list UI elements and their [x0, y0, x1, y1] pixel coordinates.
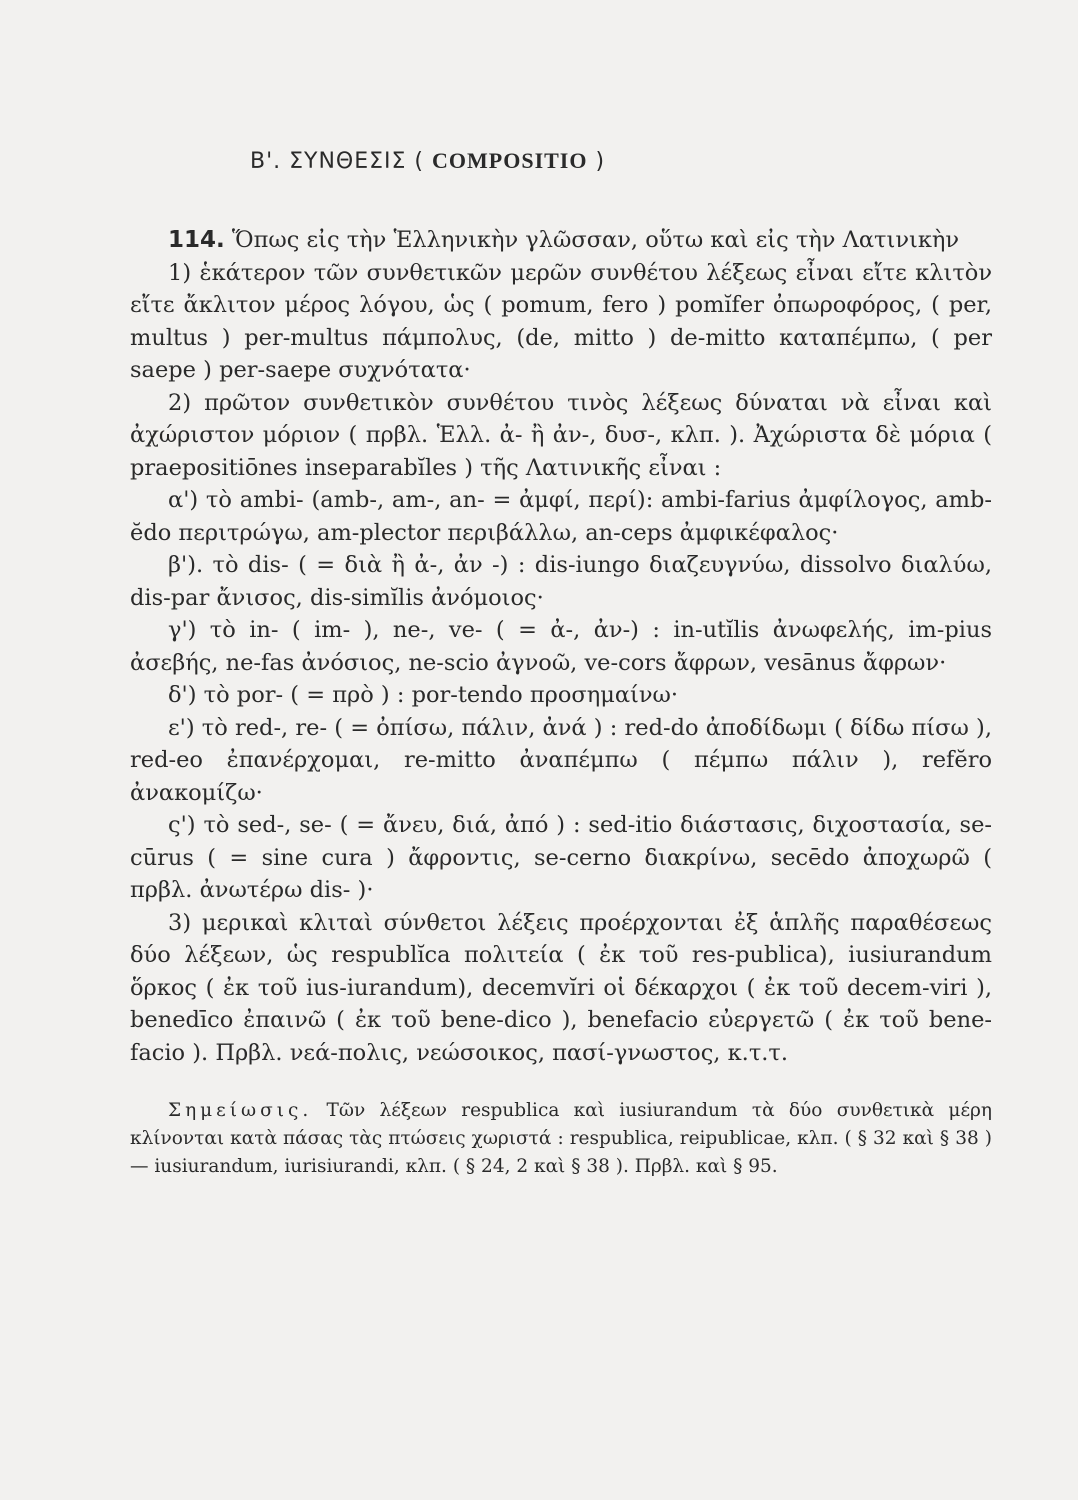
note-text: Τῶν λέξεων respublica καὶ iusiurandum τὰ δύο συνθετικὰ μέρη κλίνονται κατὰ πάσας τὰς πτώσεις χωριστά : respublica, reipublicae, κλπ. ( § 32 καὶ § 38 ) — iusiurandum, iurisiurandi, κλπ. ( § 24, 2 καὶ § 38 ). Πρβλ. καὶ § 95.: [130, 1100, 992, 1177]
note-label: Σημείωσις.: [168, 1100, 313, 1121]
paragraph-3: 3) μερικαὶ κλιταὶ σύνθετοι λέξεις προέρχονται ἐξ ἁπλῆς παραθέσεως δύο λέξεων, ὡς respublĭca πολιτεία ( ἐκ τοῦ res-publica), iusiurandum ὅρκος ( ἐκ τοῦ ius-iurandum), decemvĭri οἱ δέκαρχοι ( ἐκ τοῦ decem-viri ), benedīco ἐπαινῶ ( ἐκ τοῦ bene-dico ), benefacio εὐεργετῶ ( ἐκ τοῦ bene-facio ). Πρβλ. νεά-πολις, νεώσοικος, πασί-γνωστος, κ.τ.τ.: [130, 909, 992, 1066]
heading-prefix: Β'. ΣΥΝΘΕΣΙΣ (: [250, 149, 425, 174]
note-block: [130, 1097, 992, 1181]
heading-latin: COMPOSITIO: [432, 148, 588, 173]
paragraph-stigma: ς') τὸ sed-, se- ( = ἄνευ, διά, ἀπό ) : sed-itio διάστασις, διχοστασία, se-cūrus ( = sine cura ) ἄφροντις, se-cerno διακρίνω, secēdo ἀποχωρῶ ( πρβλ. ἀνωτέρω dis- )·: [130, 812, 992, 903]
paragraph-1: 1) ἑκάτερον τῶν συνθετικῶν μερῶν συνθέτου λέξεως εἶναι εἴτε κλιτὸν εἴτε ἄκλιτον μέρος λόγου, ὡς ( pomum, fero ) pomĭfer ὀπωροφόρος, ( per, multus ) per-multus πάμπολυς, (de, mitto ) de-mitto καταπέμπω, ( per saepe ) per-saepe συχνότατα·: [130, 259, 992, 383]
paragraph-epsilon: ε') τὸ red-, re- ( = ὀπίσω, πάλιν, ἀνά ) : red-do ἀποδίδωμι ( δίδω πίσω ), red-eo ἐπανέρχομαι, re-mitto ἀναπέμπω ( πέμπω πάλιν ), refĕro ἀνακομίζω·: [130, 714, 992, 806]
section-body: [130, 224, 992, 1069]
paragraph-beta: β'). τὸ dis- ( = διὰ ἢ ἀ-, ἀν -) : dis-iungo διαζευγνύω, dissolvo διαλύω, dis-par ἄνισος, dis-simĭlis ἀνόμοιος·: [130, 552, 992, 611]
heading-suffix: ): [595, 149, 606, 174]
document-page: [130, 148, 992, 1181]
section-heading: [250, 148, 992, 174]
section-number: 114.: [168, 227, 225, 253]
intro-paragraph: [130, 224, 992, 257]
intro-text: Ὅπως εἰς τὴν Ἑλληνικὴν γλῶσσαν, οὕτω καὶ εἰς τὴν Λατινικὴν: [231, 227, 960, 253]
paragraph-2: 2) πρῶτον συνθετικὸν συνθέτου τινὸς λέξεως δύναται νὰ εἶναι καὶ ἀχώριστον μόριον ( πρβλ. Ἑλλ. ἀ- ἢ ἀν-, δυσ-, κλπ. ). Ἀχώριστα δὲ μόρια ( praepositiōnes inseparabĭles ) τῆς Λατινικῆς εἶναι :: [130, 389, 992, 481]
paragraph-gamma: γ') τὸ in- ( im- ), ne-, ve- ( = ἀ-, ἀν-) : in-utĭlis ἀνωφελής, im-pius ἀσεβής, ne-fas ἀνόσιος, ne-scio ἀγνοῶ, ve-cors ἄφρων, vesānus ἄφρων·: [130, 617, 992, 676]
paragraph-alpha: α') τὸ ambi- (amb-, am-, an- = ἀμφί, περί): ambi-farius ἀμφίλογος, amb-ĕdo περιτρώγω, am-plector περιβάλλω, an-ceps ἀμφικέφαλος·: [130, 487, 992, 546]
paragraph-delta: δ') τὸ por- ( = πρὸ ) : por-tendo προσημαίνω·: [168, 682, 679, 708]
